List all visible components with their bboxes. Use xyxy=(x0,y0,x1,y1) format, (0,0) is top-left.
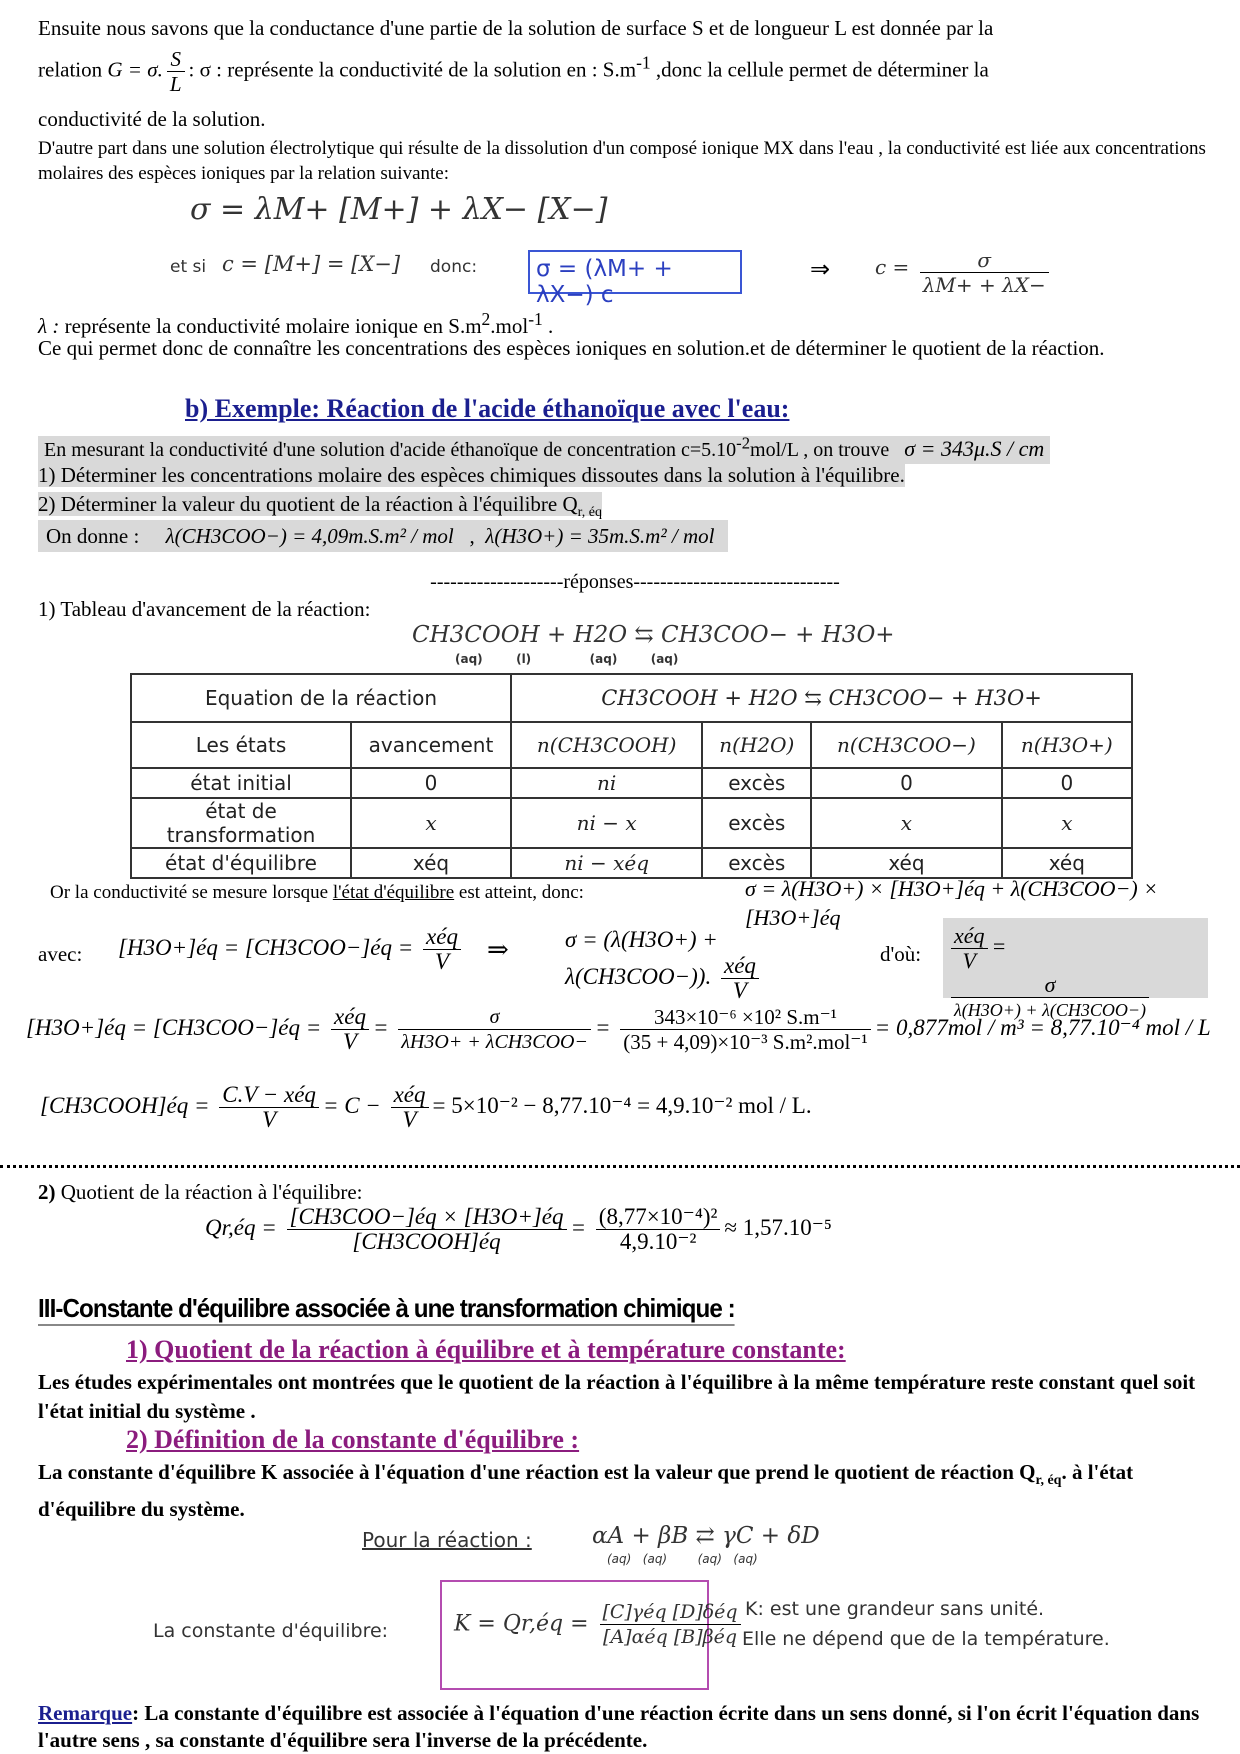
k-formula xyxy=(454,1600,745,1649)
table-cell: xéq xyxy=(351,848,511,878)
section3-text1: Les études expérimentales ont montrées que le quotient de la réaction à l'équilibre à la même température reste constant quel soit l'état initial du système . xyxy=(38,1370,1196,1423)
acid-fraction xyxy=(219,1083,319,1132)
table-cell: x xyxy=(811,798,1001,848)
example-line1-b: mol/L , on trouve xyxy=(750,438,890,461)
xeq-num-4: xéq xyxy=(334,1004,366,1029)
c-equal-relation: c = [M+] = [X−] xyxy=(222,252,401,276)
donne-shade xyxy=(38,520,728,552)
q-lhs: Qr,éq = xyxy=(205,1214,277,1240)
q-fraction xyxy=(287,1205,567,1254)
sigma-over-lambda-2 xyxy=(398,1005,591,1054)
xeq-num-3: xéq xyxy=(954,923,985,948)
v-den: V xyxy=(423,949,461,974)
lambda-ch3coo-value: λ(CH3COO−) = 4,09m.S.m² / mol xyxy=(165,524,454,548)
implies-arrow-2: ⇒ xyxy=(487,935,509,964)
unit-exponent: -1 xyxy=(636,52,651,73)
question-1-text: 1) Déterminer les concentrations molaire des espèces chimiques dissoutes dans la solution à l'équilibre. xyxy=(38,463,905,487)
q-num: [CH3COO−]éq × [H3O+]éq xyxy=(289,1204,564,1229)
remarque-label: Remarque xyxy=(38,1701,133,1725)
c-def-num: σ xyxy=(977,248,992,272)
sigma-definition-end: ,donc la cellule permet de déterminer la xyxy=(650,57,989,82)
lambda-exp2: -1 xyxy=(528,309,543,329)
v-den-5: V xyxy=(391,1107,429,1132)
quotient-formula: Qr,éq = $\frac{\text{[CH3COO−]éq × [H3O+]éq}}{\text{[CH3COOH]éq}}$ = $\frac{\text{(8,77×10⁻⁴)²}}{\text{4,9.10⁻²}}$ ≈ 1,57.10⁻⁵ xyxy=(205,1204,832,1254)
calc-lhs: [H3O+]éq = [CH3COO−]éq = xyxy=(26,1014,322,1040)
table-cell: ni − xéq xyxy=(511,848,702,878)
table-row xyxy=(131,768,1132,798)
intro-line3: conductivité de la solution. xyxy=(38,107,266,131)
example-line1 xyxy=(38,428,1213,465)
q-den2: 4,9.10⁻² xyxy=(596,1229,721,1254)
lambda-text: représente la conductivité molaire ionique en S.m xyxy=(59,314,482,338)
boxed-sigma-text: σ = (λM+ + λX−) c xyxy=(536,256,673,308)
generic-reaction: αA + βB ⇄ γC + δD xyxy=(592,1523,820,1549)
donc-label: donc: xyxy=(430,257,478,277)
table-cell: x xyxy=(1002,798,1132,848)
or-formula: σ = λ(H3O+) × [H3O+]éq + λ(CH3COO−) × [H3O+]éq xyxy=(745,876,1159,930)
s-over-l-fraction xyxy=(167,47,185,96)
table-cell: état initial xyxy=(131,768,351,798)
k-note-1: K: est une grandeur sans unité. xyxy=(745,1598,1045,1620)
concentration-calc: [H3O+]éq = [CH3COO−]éq = $\frac{\text{xéq}}{V}$ = $\frac{\sigma}{\text{λH3O+ + λCH3COO−}}$ = $\frac{\text{343×10⁻⁶ ×10² S.m⁻¹}}{\text{(35 + 4,09)×10⁻³ S.m².mol⁻¹}}$ = 0,877mol / m³ = 8,77.10⁻⁴ mol / L xyxy=(26,1004,1211,1054)
reaction-states: (aq) (l) (aq) (aq) xyxy=(455,652,679,666)
c-definition xyxy=(875,248,1053,297)
xeq-over-v-4 xyxy=(331,1005,369,1054)
xeq-over-v-2 xyxy=(721,954,759,1003)
table-cell: 0 xyxy=(351,768,511,798)
table-col-ch3cooh: n(CH3COOH) xyxy=(511,722,702,768)
or-line-underlined: l'état d'équilibre xyxy=(332,882,455,903)
text2-sub: r, éq xyxy=(1035,1473,1062,1489)
intro-relation-line xyxy=(38,47,1213,96)
table-col-ch3coo: n(CH3COO−) xyxy=(811,722,1001,768)
k-fraction xyxy=(600,1600,741,1649)
answer2-title-bold: 2) xyxy=(38,1180,56,1204)
table-row xyxy=(131,798,1132,848)
table-col-advancement: avancement xyxy=(351,722,511,768)
or-line-b: est atteint, donc: xyxy=(454,882,584,903)
section3-heading: III-Constante d'équilibre associée à une transformation chimique : xyxy=(38,1293,735,1326)
avec-label: avec: xyxy=(38,942,83,966)
acid-mid: = C − xyxy=(322,1092,381,1118)
section3-sub2: 2) Définition de la constante d'équilibre : xyxy=(126,1425,580,1454)
remarque xyxy=(38,1700,1213,1754)
table-col-h3o: n(H3O+) xyxy=(1002,722,1132,768)
section3-sub1: 1) Quotient de la réaction à équilibre et à température constante: xyxy=(126,1335,846,1364)
remarque-text: : La constante d'équilibre est associée à l'équation d'une réaction écrite dans un sens donné, si l'on écrit l'équation dans l'autre sens , sa constante d'équilibre sera l'inverse de la précédente. xyxy=(38,1701,1200,1752)
sigma-sum: σ = (λ(H3O+) + λ(CH3COO−)). xyxy=(565,927,718,989)
donne-sep: , xyxy=(469,524,475,548)
text2-a: La constante d'équilibre K associée à l'équation d'une réaction est la valeur que prend le quotient de réaction Q xyxy=(38,1460,1036,1484)
example-sigma-value: σ = 343μ.S / cm xyxy=(904,435,1045,461)
implies-arrow: ⇒ xyxy=(810,255,831,283)
pour-label: Pour la réaction : xyxy=(362,1528,532,1552)
acid-concentration xyxy=(40,1083,1040,1132)
k-formula-box xyxy=(440,1580,738,1690)
boxed-sigma-formula xyxy=(528,250,742,308)
frac-num: S xyxy=(170,47,181,71)
dotted-divider xyxy=(0,1165,1240,1168)
example-line1-a: En mesurant la conductivité d'une solution d'acide éthanoïque de concentration c=5.10 xyxy=(44,438,737,461)
table-cell: xéq xyxy=(811,848,1001,878)
c-def-lhs: c = xyxy=(875,255,910,279)
k-lhs: K = Qr,éq = xyxy=(454,1611,589,1637)
numeric-fraction xyxy=(620,1005,870,1054)
table-header-formula: CH3COOH + H2O ⇆ CH3COO− + H3O+ xyxy=(511,674,1132,722)
result-formula: $\frac{\text{xéq}}{V}$ = $\frac{\sigma}{\text{λ(H3O+) + λ(CH3COO−)}}$ xyxy=(947,924,1208,1022)
answer1-title: 1) Tableau d'avancement de la réaction: xyxy=(38,597,371,621)
dou-label: d'où: xyxy=(880,942,922,966)
xeq-num-5: xéq xyxy=(393,1082,426,1107)
k-note-2: Elle ne dépend que de la température. xyxy=(742,1628,1110,1650)
lambda-sum-den: λ(H3O+) + λ(CH3COO−) xyxy=(951,997,1149,1022)
table-cell: x xyxy=(351,798,511,848)
sigma-num: σ xyxy=(1044,972,1056,997)
question-2-shade xyxy=(38,492,602,521)
table-cell: ni xyxy=(511,768,702,798)
xeq-num: xéq xyxy=(426,924,458,949)
q-den: [CH3COOH]éq xyxy=(287,1229,567,1254)
example-line1-shade xyxy=(38,433,1050,464)
relation-word: relation xyxy=(38,57,103,82)
q-numeric-fraction xyxy=(596,1205,721,1254)
calc-result: = 0,877mol / m³ = 8,77.10⁻⁴ mol / L xyxy=(874,1014,1211,1040)
lambda-symbol: λ : xyxy=(38,314,60,338)
result-box xyxy=(943,918,1208,1020)
sigma-relation: σ = λM+ [M+] + λX− [X−] xyxy=(190,192,608,227)
table-cell: xéq xyxy=(1002,848,1132,878)
sigma-num-2: σ xyxy=(489,1006,500,1028)
table-col-states: Les états xyxy=(131,722,351,768)
calc-den: (35 + 4,09)×10⁻³ S.m².mol⁻¹ xyxy=(620,1029,870,1054)
acid-den: V xyxy=(219,1107,319,1132)
frac-den: L xyxy=(167,71,185,96)
lambda-exp1: 2 xyxy=(481,309,491,329)
answer2-title-text: Quotient de la réaction à l'équilibre: xyxy=(55,1180,363,1204)
c-def-fraction xyxy=(920,248,1049,297)
table-cell: excès xyxy=(702,768,811,798)
constante-label: La constante d'équilibre: xyxy=(153,1620,389,1642)
table-cell: excès xyxy=(702,848,811,878)
calc-num: 343×10⁻⁶ ×10² S.m⁻¹ xyxy=(653,1005,837,1029)
k-num: [C]γéq [D]δéq xyxy=(602,1601,738,1623)
or-line xyxy=(50,878,730,907)
lambda-end: . xyxy=(542,314,554,338)
avec-formula xyxy=(118,925,518,974)
v-den-3: V xyxy=(951,948,988,973)
table-cell: 0 xyxy=(811,768,1001,798)
acid-num: C.V − xéq xyxy=(222,1082,316,1107)
example-heading: b) Exemple: Réaction de l'acide éthanoïque avec l'eau: xyxy=(185,394,790,423)
table-cell: 0 xyxy=(1002,768,1132,798)
question-2-sub: r, éq xyxy=(577,505,602,521)
table-cell: état d'équilibre xyxy=(131,848,351,878)
table-header-equation: Equation de la réaction xyxy=(131,674,511,722)
advancement-table xyxy=(130,673,1133,879)
sigma-definition: : σ : représente la conductivité de la solution en : S.m xyxy=(188,57,637,82)
question-2-text: 2) Déterminer la valeur du quotient de la réaction à l'équilibre Q xyxy=(38,492,578,516)
v-den-2: V xyxy=(721,978,759,1003)
q-num2: (8,77×10⁻⁴)² xyxy=(598,1204,718,1229)
xeq-over-v-3 xyxy=(951,924,988,973)
lambda-h3o-value: λ(H3O+) = 35m.S.m² / mol xyxy=(485,524,715,548)
v-den-4: V xyxy=(331,1029,369,1054)
acid-lhs: [CH3COOH]éq = xyxy=(40,1092,210,1118)
table-cell: ni − x xyxy=(511,798,702,848)
avec-formula-lhs: [H3O+]éq = [CH3COO−]éq = xyxy=(118,934,414,960)
table-cell: excès xyxy=(702,798,811,848)
section3-text2 xyxy=(38,1458,1213,1524)
answer2-title xyxy=(38,1178,1213,1207)
et-si-label: et si xyxy=(170,257,207,277)
lambda-sum-den-2: λH3O+ + λCH3COO− xyxy=(398,1029,591,1054)
donne-line xyxy=(38,522,1213,551)
intro-line1: Ensuite nous savons que la conductance d'une partie de la solution de surface S et de longueur L est donnée par la xyxy=(38,16,994,40)
generic-reaction-states: (aq) (aq) (aq) (aq) xyxy=(607,1552,758,1566)
c-def-den: λM+ + λX− xyxy=(920,272,1049,297)
sigma-sum-formula xyxy=(565,925,865,1003)
acid-result: = 5×10⁻² − 8,77.10⁻⁴ = 4,9.10⁻² mol / L. xyxy=(432,1092,812,1118)
para3: Ce qui permet donc de connaître les concentrations des espèces ioniques en solution.et de déterminer le quotient de la réaction. xyxy=(38,336,1105,360)
question-1 xyxy=(38,461,1213,490)
example-line1-exp: -2 xyxy=(736,433,751,452)
reponses-separator: --------------------réponses------------------------------- xyxy=(430,571,840,593)
xeq-num-2: xéq xyxy=(723,953,756,978)
table-cell: état de transformation xyxy=(131,798,351,848)
conductance-formula: G = σ. xyxy=(107,57,163,82)
k-den: [A]αéq [B]βéq xyxy=(600,1624,741,1649)
intro-para2: D'autre part dans une solution électrolytique qui résulte de la dissolution d'un composé ionique MX dans l'eau , la conductivité est liée aux concentrations molaires des espèces ioniques par la relation suivante: xyxy=(38,138,1206,184)
lambda-mid: .mol xyxy=(490,314,529,338)
xeq-over-v-5 xyxy=(391,1083,429,1132)
text2-b: . à l'état d'équilibre du système. xyxy=(38,1460,1134,1522)
reaction-equation: CH3COOH + H2O ⇆ CH3COO− + H3O+ xyxy=(412,622,895,648)
or-line-a: Or la conductivité se mesure lorsque xyxy=(50,882,333,903)
table-col-h2o: n(H2O) xyxy=(702,722,811,768)
q-result: ≈ 1,57.10⁻⁵ xyxy=(724,1214,832,1240)
xeq-over-v xyxy=(423,925,461,974)
donne-label: On donne : xyxy=(46,524,140,548)
